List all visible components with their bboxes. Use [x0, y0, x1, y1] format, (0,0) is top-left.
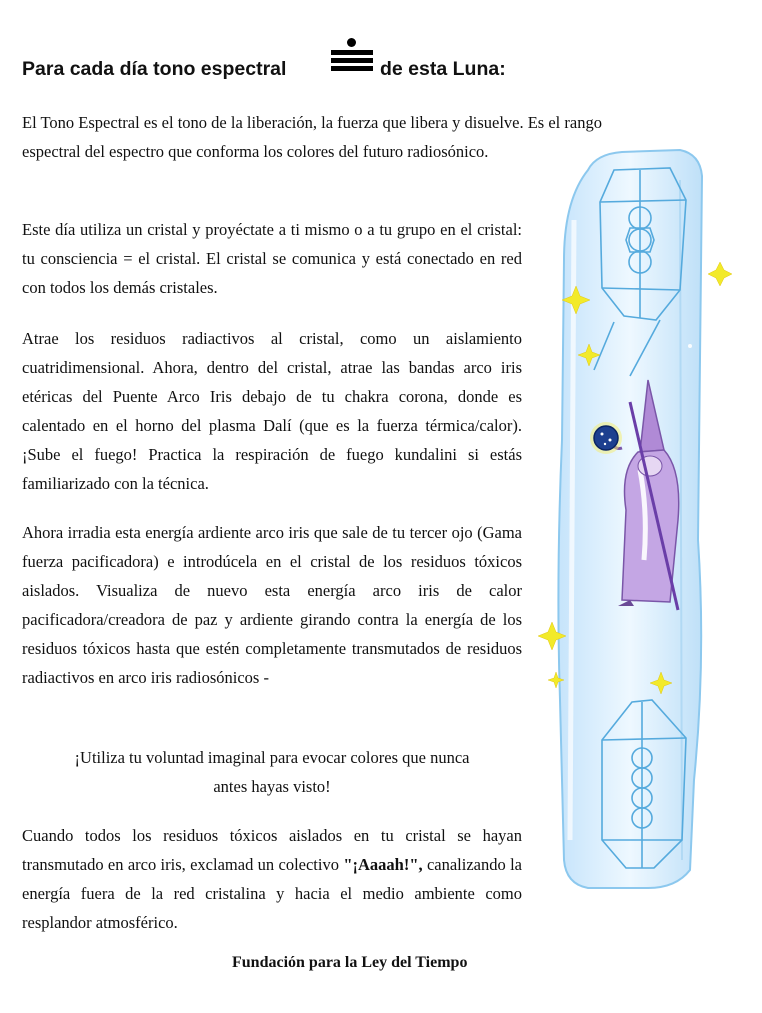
quote-line-1: ¡Utiliza tu voluntad imaginal para evocar colores que nunca — [74, 748, 470, 767]
centered-quote — [22, 743, 522, 801]
page-heading — [22, 50, 742, 90]
paragraph-1-line-1: El Tono Espectral es el tono de la liberación, la fuerza que libera y disuelve. Es el rango — [22, 113, 602, 132]
signature: Fundación para la Ley del Tiempo — [232, 954, 468, 971]
paragraph-spectral-tone — [22, 108, 602, 166]
paragraph-1-rest: espectral del espectro que conforma los colores del futuro radiosónico. — [22, 142, 489, 161]
paragraph-collective-aaaah — [22, 821, 522, 937]
paragraph-5-start: Cuando todos los residuos tóxicos aislados en tu cristal se hayan transmutado en arco iris, exclamad un colectivo — [22, 826, 522, 874]
heading-text-end: de esta Luna: — [380, 58, 506, 80]
paragraph-crystal-projection: Este día utiliza un cristal y proyéctate a ti mismo o a tu grupo en el cristal: tu consciencia = el cristal. El cristal se comunica y está conectado en red con todos los demás cristales. — [22, 220, 522, 297]
quote-line-2: antes hayas visto! — [213, 777, 331, 796]
heading-text-start: Para cada día tono espectral — [22, 58, 287, 80]
paragraph-rainbow-energy: Ahora irradia esta energía ardiente arco iris que sale de tu tercer ojo (Gama fuerza pacificadora) e introdúcela en el cristal de los residuos tóxicos aislados. Visualiza de nuevo esta energía arco iris de calor pacificadora/creadora de paz y ardiente girando contra la energía de los residuos tóxicos hasta que estén completamente transmutados de residuos radiactivos en arco iris radiosónicos - — [22, 523, 522, 687]
spectral-tone-icon — [328, 34, 376, 80]
paragraph-5-end: canalizando la energía fuera de la red cristalina y hacia el medio ambiente como resplandor atmosférico. — [22, 855, 522, 932]
aaaah-exclamation: "¡Aaaah!", — [343, 855, 423, 874]
paragraph-radioactive-residue: Atrae los residuos radiactivos al cristal, como un aislamiento cuatridimensional. Ahora, dentro del cristal, atrae las bandas arco iris etéricas del Puente Arco Iris debajo de tu chakra corona, donde es calentado en el horno del plasma Dalí (que es la fuerza térmica/calor). ¡Sube el fuego! Practica la respiración de fuego kundalini si estás familiarizado con la técnica. — [22, 329, 522, 493]
wizard-crystal-illustration-icon — [530, 140, 762, 900]
